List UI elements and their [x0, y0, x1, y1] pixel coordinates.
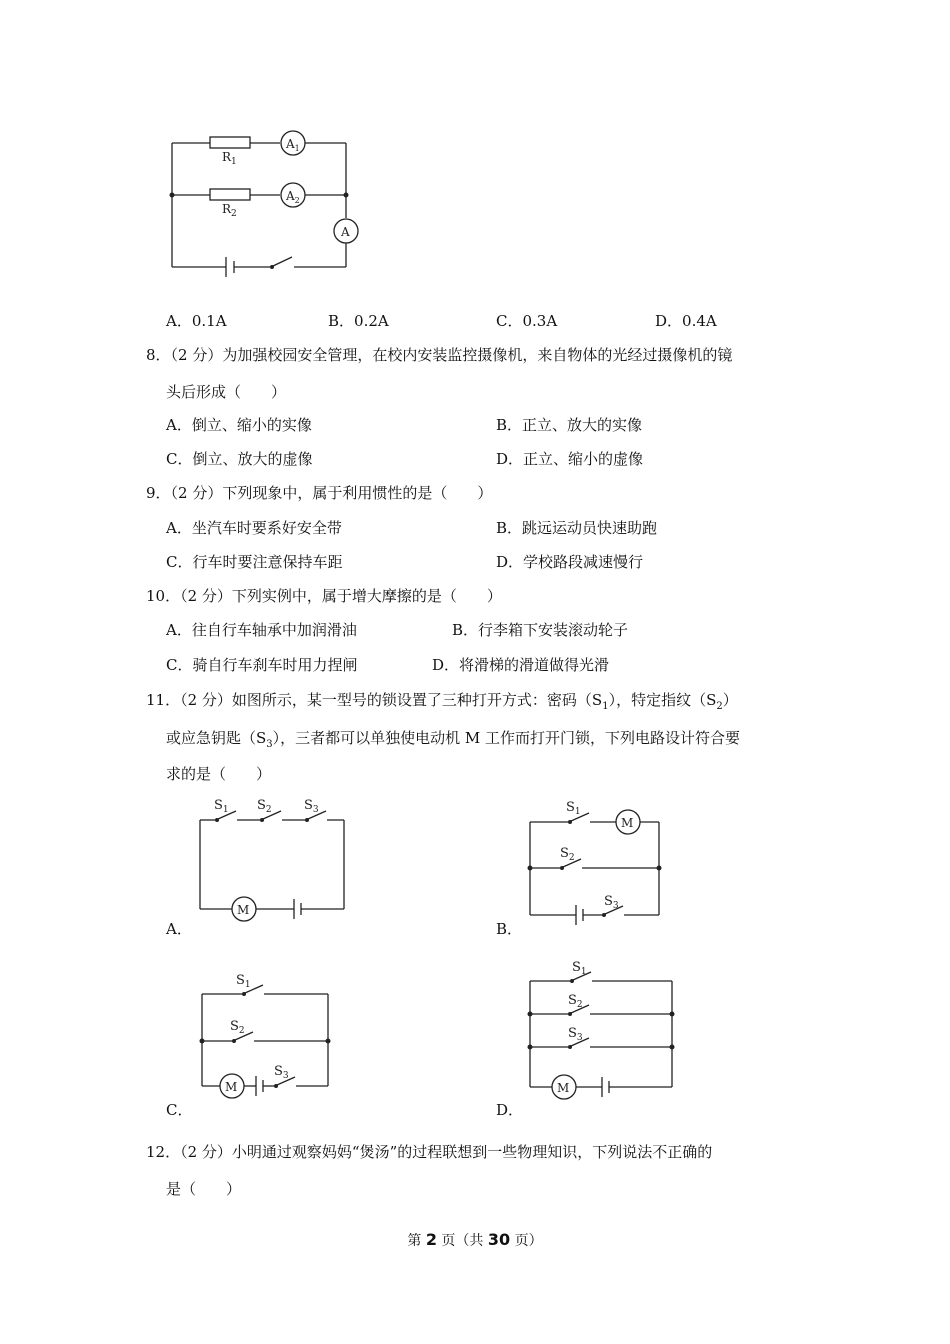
q7-circuit-diagram: [160, 125, 370, 285]
q7-option-c[interactable]: C．0.3A: [496, 312, 558, 330]
q11-option-d[interactable]: D．: [496, 1101, 524, 1119]
q10-option-b[interactable]: B．行李箱下安装滚动轮子: [452, 621, 629, 639]
svg-text:A1: $A_1$: [286, 137, 300, 153]
q11-option-c[interactable]: C．: [166, 1101, 193, 1119]
resistor-r2: [210, 189, 250, 200]
svg-text:S3: $S_3$: [304, 798, 319, 815]
q10-option-d[interactable]: D．将滑梯的滑道做得光滑: [432, 656, 610, 674]
svg-text:S2: $S_2$: [230, 1019, 245, 1036]
svg-text:A: A: [341, 225, 350, 239]
page-footer: 第 2 页（共 30 页）: [407, 1230, 543, 1249]
q11-stem-line2: 或应急钥匙$(S_3)$，三者都可以单独使电动机 M 工作而打开门锁，下列电路设计符合要: [166, 729, 741, 750]
q9-option-d[interactable]: D．学校路段减速慢行: [496, 553, 644, 571]
q9-option-a[interactable]: A．坐汽车时要系好安全带: [166, 519, 342, 537]
q12-stem-line2: 是（ ）: [166, 1180, 242, 1198]
q12-stem-line1: 12．（2 分）小明通过观察妈妈“煲汤”的过程联想到一些物理知识，下列说法不正确的: [146, 1143, 713, 1161]
switch: [273, 257, 292, 266]
q11-circuit-a: [190, 795, 360, 925]
q7-option-b[interactable]: B．0.2A: [328, 312, 389, 330]
svg-text:S1: $S_1$: [236, 973, 251, 990]
svg-text:S2: $S_2$: [568, 993, 583, 1010]
q11-stem-line3: 求的是（ ）: [166, 765, 272, 783]
svg-text:S3: $S_3$: [568, 1026, 583, 1043]
q8-option-c[interactable]: C．倒立、放大的虚像: [166, 450, 313, 468]
svg-text:M: M: [237, 903, 250, 917]
svg-text:S3: $S_3$: [604, 894, 619, 911]
q8-option-a[interactable]: A．倒立、缩小的实像: [166, 416, 312, 434]
q9-stem: 9．（2 分）下列现象中，属于利用惯性的是（ ）: [146, 484, 493, 502]
q10-option-a[interactable]: A．往自行车轴承中加润滑油: [166, 621, 357, 639]
page-number: 2: [425, 1230, 437, 1249]
svg-text:M: M: [621, 816, 634, 830]
svg-text:S2: $S_2$: [257, 798, 272, 815]
q11-stem-line1: 11．（2 分）如图所示，某一型号的锁设置了三种打开方式：密码$(S_1)$，特定指纹$(S_2)$: [146, 691, 738, 712]
q10-stem: 10．（2 分）下列实例中，属于增大摩擦的是（ ）: [146, 587, 502, 605]
q8-stem-line2: 头后形成（ ）: [166, 383, 287, 401]
q11-option-a[interactable]: A．: [166, 920, 192, 938]
q10-option-c[interactable]: C．骑自行车刹车时用力捏闸: [166, 656, 358, 674]
svg-text:M: M: [225, 1080, 238, 1094]
svg-text:S1: $S_1$: [214, 798, 229, 815]
svg-text:S3: $S_3$: [274, 1064, 289, 1081]
q9-option-c[interactable]: C．行车时要注意保持车距: [166, 553, 343, 571]
q7-option-d[interactable]: D．0.4A: [655, 312, 717, 330]
svg-text:S1: $S_1$: [572, 960, 587, 977]
svg-text:R2: $R_2$: [222, 202, 237, 219]
q8-stem-line1: 8．（2 分）为加强校园安全管理，在校内安装监控摄像机，来自物体的光经过摄像机的镜: [146, 346, 733, 364]
svg-text:S1: $S_1$: [566, 800, 581, 817]
q11-circuit-d: [520, 955, 685, 1100]
resistor-r1: [210, 137, 250, 148]
q11-circuit-c: [192, 968, 342, 1100]
q8-option-d[interactable]: D．正立、缩小的虚像: [496, 450, 644, 468]
q11-option-b[interactable]: B．: [496, 920, 523, 938]
q11-circuit-b: [520, 795, 680, 925]
svg-text:M: M: [557, 1081, 570, 1095]
q8-option-b[interactable]: B．正立、放大的实像: [496, 416, 643, 434]
q7-option-a[interactable]: A．0.1A: [166, 312, 227, 330]
q9-option-b[interactable]: B．跳远运动员快速助跑: [496, 519, 658, 537]
svg-text:S2: $S_2$: [560, 846, 575, 863]
svg-text:A2: $A_2$: [286, 189, 300, 205]
svg-text:R1: $R_1$: [222, 150, 237, 167]
total-pages: 30: [487, 1230, 511, 1249]
